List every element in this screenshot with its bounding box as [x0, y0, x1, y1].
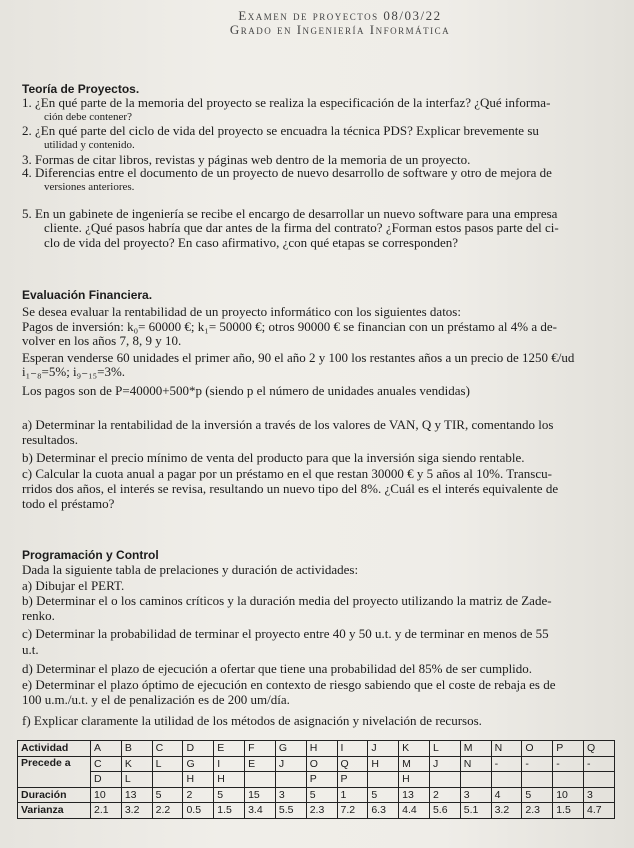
table-cell: 4: [491, 787, 522, 803]
programacion-line: a) Dibujar el PERT.: [22, 578, 125, 593]
table-cell: 10: [91, 787, 122, 803]
teoria-line: 3. Formas de citar libros, revistas y páginas web dentro de la memoria de un proyecto.: [22, 152, 471, 167]
table-cell: 4.4: [399, 803, 430, 819]
table-cell: [553, 772, 584, 788]
programacion-line: b) Determinar el o los caminos críticos y la duración media del proyecto utilizando la matriz de Zade-: [22, 593, 552, 608]
table-cell: 15: [245, 787, 276, 803]
table-cell: F: [245, 741, 276, 757]
financiera-line: c) Calcular la cuota anual a pagar por un préstamo en el que restan 30000 € y 5 años al 10%. Transcu-: [22, 466, 552, 481]
teoria-line: 1. ¿En qué parte de la memoria del proyecto se realiza la especificación de la interfaz? ¿Qué informa-: [22, 95, 551, 110]
table-cell: J: [368, 741, 399, 757]
table-cell: [152, 772, 183, 788]
programacion-line: u.t.: [22, 642, 39, 657]
programacion-line: d) Determinar el plazo de ejecución a ofertar que tiene una probabilidad del 85% de ser cumplido.: [22, 661, 533, 676]
financiera-line: a) Determinar la rentabilidad de la inversión a través de los valores de VAN, Q y TIR, comentando los: [22, 417, 554, 432]
table-cell: B: [121, 741, 152, 757]
table-cell: [429, 772, 460, 788]
table-cell: D: [183, 741, 214, 757]
table-cell: 1.5: [553, 803, 584, 819]
table-cell: H: [214, 772, 245, 788]
table-cell: L: [152, 756, 183, 772]
table-cell: [522, 772, 553, 788]
table-cell: 3: [584, 787, 615, 803]
table-cell: [275, 772, 306, 788]
table-cell: 5: [214, 787, 245, 803]
table-cell: P: [306, 772, 337, 788]
financiera-line: Los pagos son de P=40000+500*p (siendo p el número de unidades anuales vendidas): [22, 383, 470, 398]
table-cell: M: [460, 741, 491, 757]
table-row-precede: [18, 756, 615, 772]
table-cell: I: [337, 741, 368, 757]
table-cell: J: [275, 756, 306, 772]
table-cell: H: [368, 756, 399, 772]
table-cell: I: [214, 756, 245, 772]
table-cell: 5: [152, 787, 183, 803]
table-cell: 2.1: [91, 803, 122, 819]
table-cell: 3: [460, 787, 491, 803]
table-cell: K: [399, 741, 430, 757]
financiera-line: rridos dos años, el interés se revisa, resultando un nuevo tipo del 8%. ¿Cuál es el interés equivalente de: [22, 481, 559, 496]
table-cell: O: [522, 741, 553, 757]
section-title-teoria: Teoría de Proyectos.: [22, 82, 140, 96]
row-label: Actividad: [18, 741, 91, 757]
exam-header-title: Examen de proyectos 08/03/22: [238, 8, 442, 23]
table-cell: -: [584, 756, 615, 772]
table-cell: N: [460, 756, 491, 772]
financiera-line: i₁₋₈=5%; i₉₋₁₅=3%.: [22, 364, 126, 379]
table-cell: [491, 772, 522, 788]
table-cell: 1: [337, 787, 368, 803]
table-cell: 3.4: [245, 803, 276, 819]
table-cell: 5.1: [460, 803, 491, 819]
table-cell: [368, 772, 399, 788]
table-cell: 0.5: [183, 803, 214, 819]
table-cell: J: [429, 756, 460, 772]
table-cell: 5: [306, 787, 337, 803]
table-cell: 3.2: [121, 803, 152, 819]
table-cell: E: [214, 741, 245, 757]
table-cell: [460, 772, 491, 788]
row-label: Precede a: [18, 756, 91, 787]
section-title-financiera: Evaluación Financiera.: [22, 288, 153, 302]
table-cell: 3.2: [491, 803, 522, 819]
table-cell: A: [91, 741, 122, 757]
table-cell: 2.3: [522, 803, 553, 819]
table-cell: D: [91, 772, 122, 788]
table-cell: 1.5: [214, 803, 245, 819]
table-cell: L: [121, 772, 152, 788]
table-cell: 5: [522, 787, 553, 803]
table-cell: H: [306, 741, 337, 757]
programacion-line: c) Determinar la probabilidad de terminar el proyecto entre 40 y 50 u.t. y de terminar en menos de 55: [22, 626, 549, 641]
financiera-line: resultados.: [22, 432, 78, 447]
table-cell: 6.3: [368, 803, 399, 819]
table-row-precede-2: [18, 772, 615, 788]
table-row-duracion: [18, 787, 615, 803]
programacion-line: renko.: [22, 608, 55, 623]
table-row-actividad: [18, 741, 615, 757]
table-row-varianza: [18, 803, 615, 819]
table-cell: 2.2: [152, 803, 183, 819]
teoria-line: clo de vida del proyecto? En caso afirmativo, ¿con qué etapas se corresponden?: [44, 235, 459, 250]
table-cell: H: [399, 772, 430, 788]
table-cell: H: [183, 772, 214, 788]
section-title-programacion: Programación y Control: [22, 548, 159, 562]
teoria-line: 5. En un gabinete de ingeniería se recibe el encargo de desarrollar un nuevo software para una empresa: [22, 206, 558, 221]
table-cell: 2.3: [306, 803, 337, 819]
table-cell: 10: [553, 787, 584, 803]
programacion-line: Dada la siguiente tabla de prelaciones y duración de actividades:: [22, 562, 359, 577]
programacion-line: f) Explicar claramente la utilidad de los métodos de asignación y nivelación de recursos.: [22, 713, 482, 728]
table-cell: K: [121, 756, 152, 772]
financiera-line: todo el préstamo?: [22, 496, 115, 511]
table-cell: 3: [275, 787, 306, 803]
teoria-line: versiones anteriores.: [44, 181, 135, 193]
table-cell: L: [429, 741, 460, 757]
teoria-line: 2. ¿En qué parte del ciclo de vida del proyecto se encuadra la técnica PDS? Explicar brevemente su: [22, 123, 539, 138]
financiera-line: Se desea evaluar la rentabilidad de un proyecto informático con los siguientes datos:: [22, 304, 461, 319]
financiera-line: volver en los años 7, 8, 9 y 10.: [22, 333, 182, 348]
table-cell: 5: [368, 787, 399, 803]
programacion-line: 100 u.m./u.t. y el de penalización es de 200 um/día.: [22, 692, 290, 707]
financiera-line: b) Determinar el precio mínimo de venta del producto para que la inversión siga siendo rentable.: [22, 450, 525, 465]
table-cell: [584, 772, 615, 788]
table-cell: C: [91, 756, 122, 772]
table-cell: 2: [183, 787, 214, 803]
financiera-line: Esperan venderse 60 unidades el primer año, 90 el año 2 y 100 los restantes años a un precio de 1250 €/ud: [22, 350, 575, 365]
table-cell: 7.2: [337, 803, 368, 819]
table-cell: 4.7: [584, 803, 615, 819]
table-cell: C: [152, 741, 183, 757]
table-cell: 13: [121, 787, 152, 803]
table-cell: Q: [337, 756, 368, 772]
table-cell: -: [522, 756, 553, 772]
table-cell: [245, 772, 276, 788]
row-label: Varianza: [18, 803, 91, 819]
teoria-line: ción debe contener?: [44, 111, 132, 123]
table-cell: P: [553, 741, 584, 757]
table-cell: O: [306, 756, 337, 772]
teoria-line: utilidad y contenido.: [44, 139, 135, 151]
table-cell: E: [245, 756, 276, 772]
exam-header-degree: Grado en Ingeniería Informática: [229, 22, 451, 37]
table-cell: G: [275, 741, 306, 757]
row-label: Duración: [18, 787, 91, 803]
table-cell: G: [183, 756, 214, 772]
teoria-line: cliente. ¿Qué pasos habría que dar antes de la firma del contrato? ¿Forman estos pasos parte del ci-: [44, 220, 559, 235]
teoria-line: 4. Diferencias entre el documento de un proyecto de nuevo desarrollo de software y otro de mejora de: [22, 165, 552, 180]
table-cell: N: [491, 741, 522, 757]
table-cell: -: [553, 756, 584, 772]
table-cell: 2: [429, 787, 460, 803]
programacion-line: e) Determinar el plazo óptimo de ejecución en contexto de riesgo sabiendo que el coste de rebaja es de: [22, 677, 556, 692]
precedence-table: [17, 740, 615, 819]
table-cell: 5.5: [275, 803, 306, 819]
table-cell: Q: [584, 741, 615, 757]
table-cell: 13: [399, 787, 430, 803]
financiera-line: Pagos de inversión: k₀= 60000 €; k₁= 50000 €; otros 90000 € se financian con un préstamo al 4% a de-: [22, 319, 557, 334]
table-cell: M: [399, 756, 430, 772]
table-cell: P: [337, 772, 368, 788]
table-cell: -: [491, 756, 522, 772]
table-cell: 5.6: [429, 803, 460, 819]
